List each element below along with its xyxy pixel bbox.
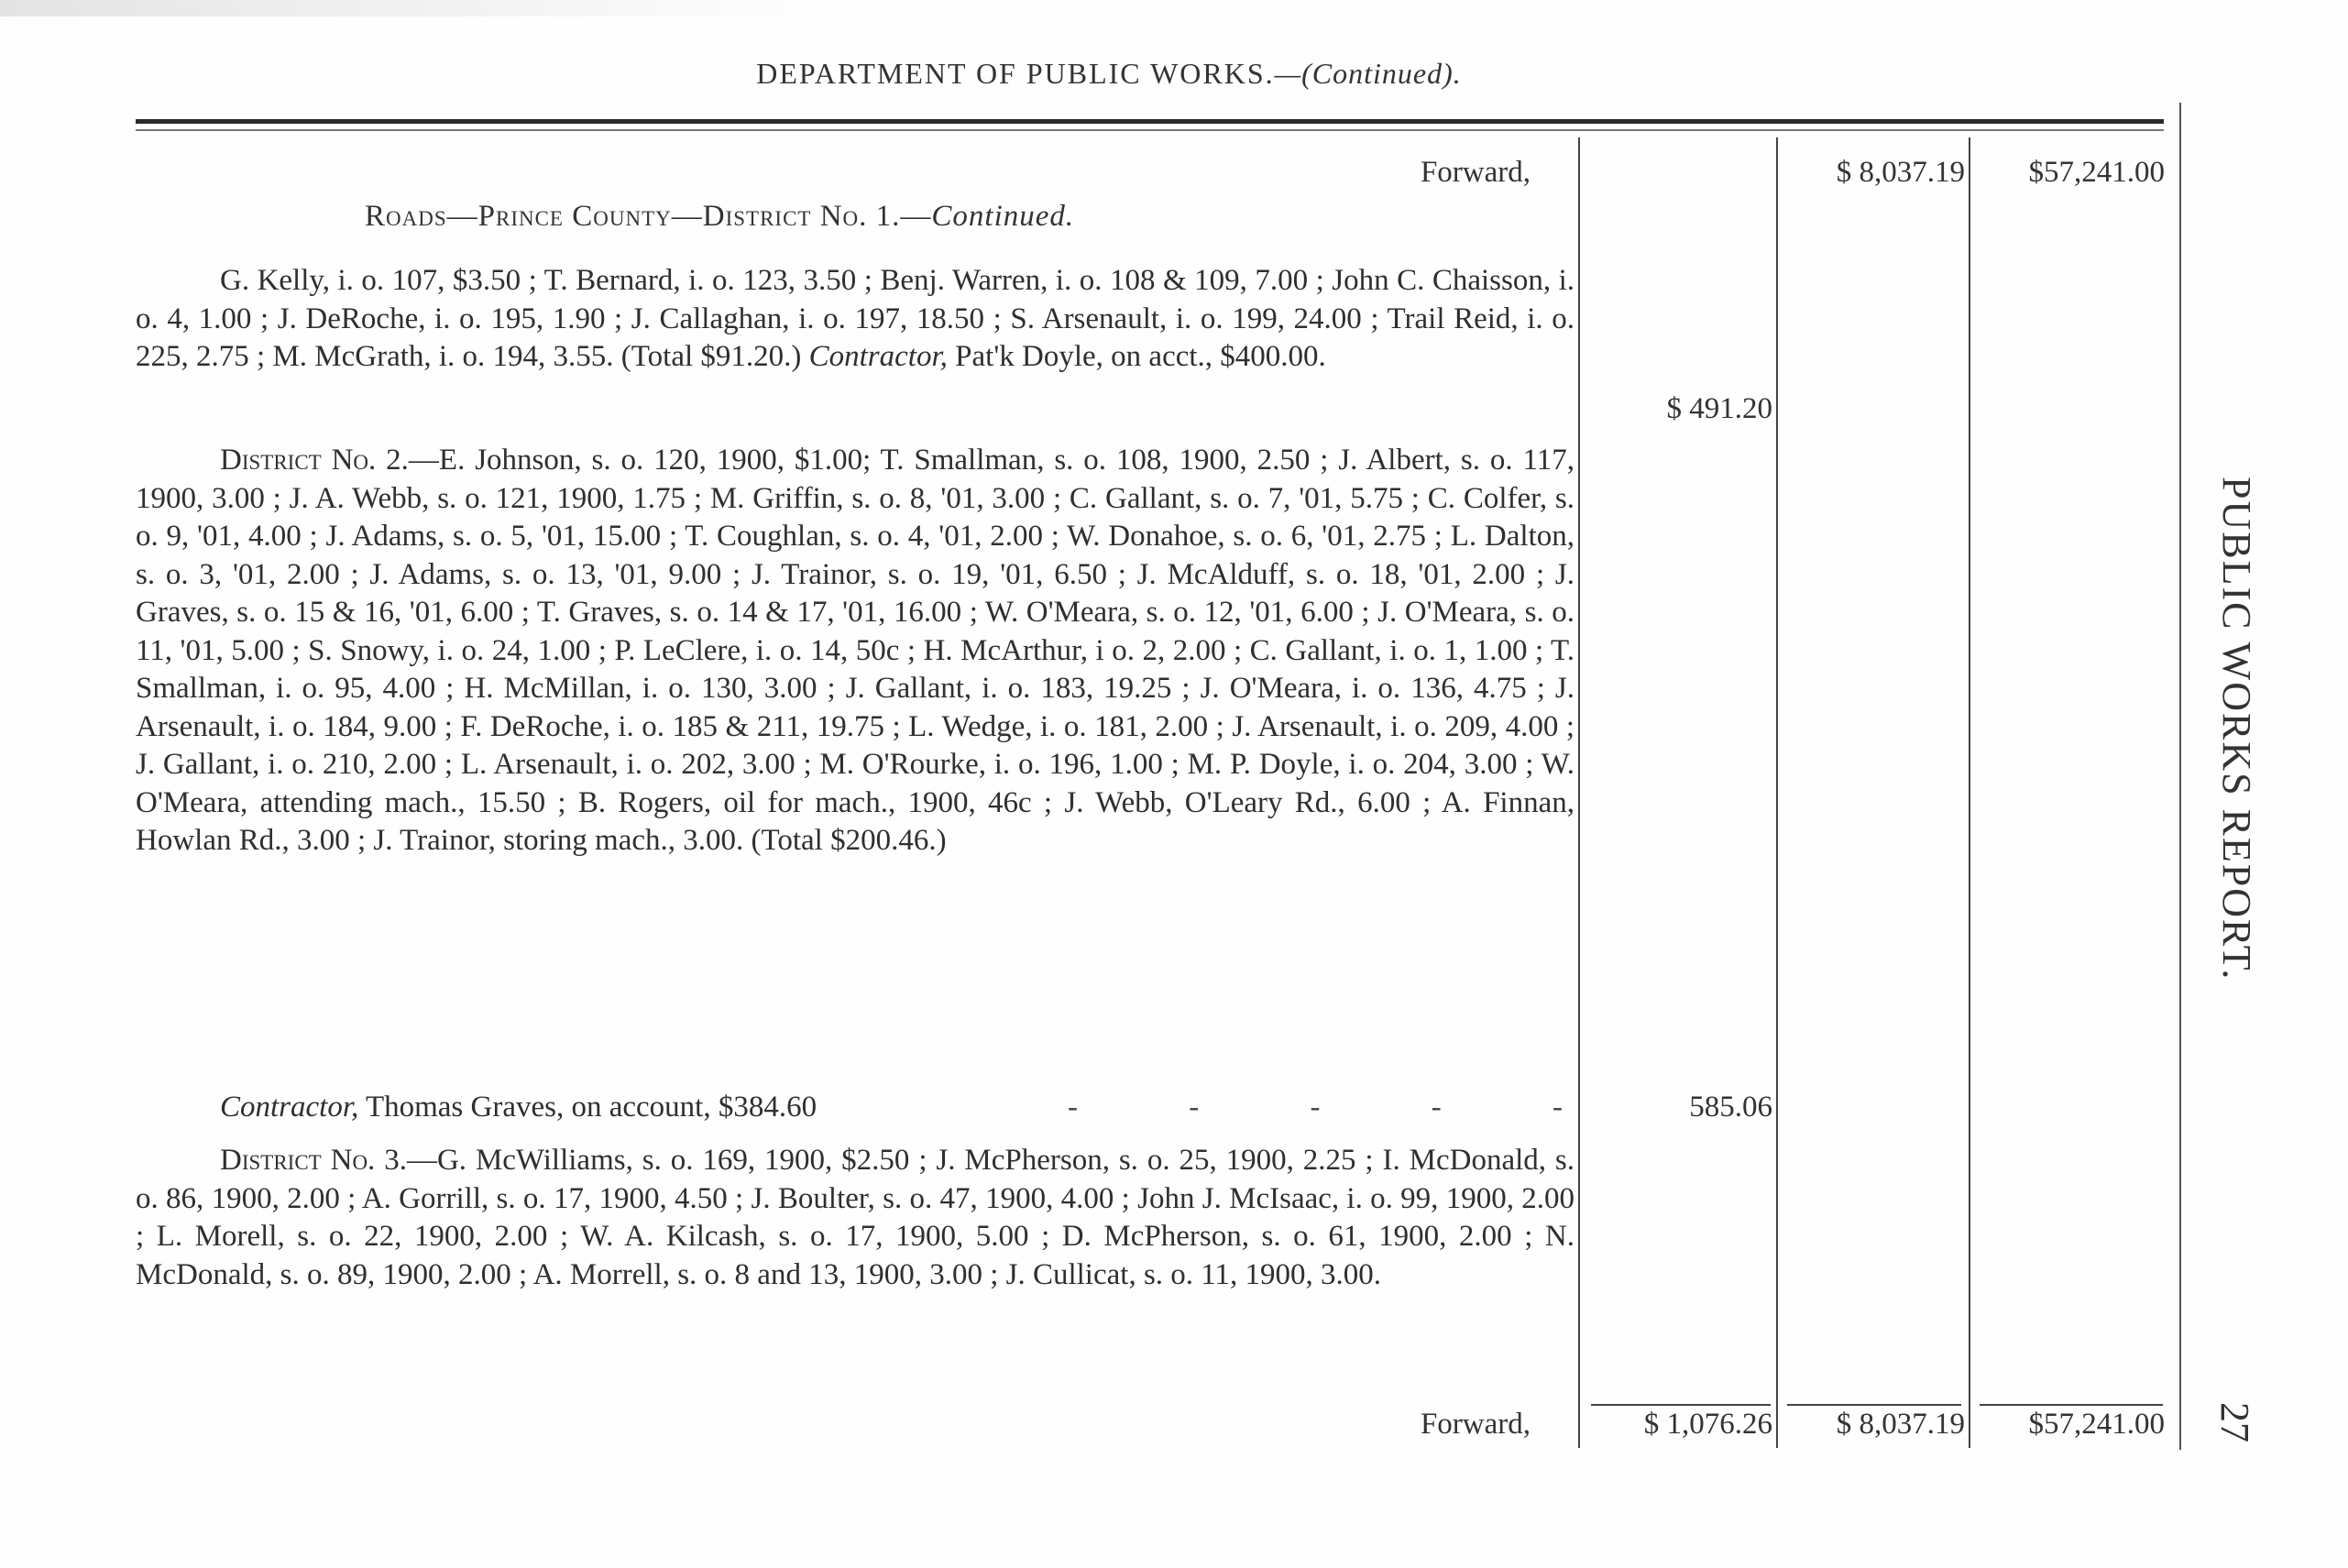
district-3-text: —G. McWilliams, s. o. 169, 1900, $2.50 ; J. McPherson, s. o. 25, 1900, 2.25 ; I. McDonald, s. o. 86, 1900, 2.00 ; A. Gorrill, s. o. 17, 1900, 4.50 ; J. Boulter, s. o. 47, 1900, 4.00 ; John J. McIsaac, i. o. 99, 1900, 2.00 ; L. Morell, s. o. 22, 1900, 2.00 ; W. A. Kilcash, s. o. 17, 1900, 5.00 ; D. McPherson, s. o. 61, 1900, 2.00 ; N. McDonald, s. o. 89, 1900, 2.00 ; A. Morrell, s. o. 8 and 13, 1900, 3.00 ; J. Cullicat, s. o. 11, 1900, 3.00. [136,1144,1574,1291]
forward-top-col2: $ 8,037.19 [1836,156,1965,189]
forward-label-top: Forward, [1420,156,1531,189]
column-divider-2 [1776,137,1778,1448]
leader-dash: - [1310,1091,1321,1124]
district-2-contractor-label: Contractor, [220,1091,359,1124]
district-2-contractor-line [220,1091,817,1124]
district-2-paragraph [136,442,1574,861]
leader-dashes [1068,1091,1563,1124]
district-1-text: G. Kelly, i. o. 107, $3.50 ; T. Bernard, i. o. 123, 3.50 ; Benj. Warren, i. o. 108 & 109, 7.00 ; John C. Chaisson, i. o. 4, 1.00 ; J. DeRoche, i. o. 195, 1.90 ; J. Callaghan, i. o. 197, 18.50 ; S. Arsenault, i. o. 199, 24.00 ; Trail Reid, i. o. 225, 2.75 ; M. McGrath, i. o. 194, 3.55. (Total $91.20.) [136,264,1574,373]
district-2-label: District No. 2. [220,444,409,477]
district-1-contractor-text: Pat'k Doyle, on acct., $400.00. [955,340,1326,373]
district-2-text: —E. Johnson, s. o. 120, 1900, $1.00; T. Smallman, s. o. 108, 1900, 2.50 ; J. Albert, s. o. 117, 1900, 3.00 ; J. A. Webb, s. o. 121, 1900, 1.75 ; M. Griffin, s. o. 8, '01, 3.00 ; C. Gallant, s. o. 7, '01, 5.75 ; C. Colfer, s. o. 9, '01, 4.00 ; J. Adams, s. o. 5, '01, 15.00 ; T. Coughlan, s. o. 4, '01, 2.00 ; W. Donahoe, s. o. 6, '01, 2.75 ; L. Dalton, s. o. 3, '01, 2.00 ; J. Adams, s. o. 13, '01, 9.00 ; J. Trainor, s. o. 19, '01, 6.50 ; J. McAlduff, s. o. 18, '01, 2.00 ; J. Graves, s. o. 15 & 16, '01, 6.00 ; T. Graves, s. o. 14 & 17, '01, 16.00 ; W. O'Meara, s. o. 12, '01, 6.00 ; J. O'Meara, s. o. 11, '01, 5.00 ; S. Snowy, i. o. 24, 1.00 ; P. LeClere, i. o. 14, 50c ; H. McArthur, i o. 2, 2.00 ; C. Gallant, i. o. 1, 1.00 ; T. Smallman, i. o. 95, 4.00 ; H. McMillan, i. o. 130, 3.00 ; J. Gallant, i. o. 183, 19.25 ; J. O'Meara, i. o. 136, 4.75 ; J. Arsenault, i. o. 184, 9.00 ; F. DeRoche, i. o. 185 & 211, 19.75 ; L. Wedge, i. o. 181, 2.00 ; J. Arsenault, i. o. 209, 4.00 ; J. Gallant, i. o. 210, 2.00 ; L. Arsenault, i. o. 202, 3.00 ; M. O'Rourke, i. o. 196, 1.00 ; M. P. Doyle, i. o. 204, 3.00 ; W. O'Meara, attending mach., 15.50 ; B. Rogers, oil for mach., 1900, 46c ; J. Webb, O'Leary Rd., 6.00 ; A. Finnan, Howlan Rd., 3.00 ; J. Trainor, storing mach., 3.00. (Total $200.46.) [136,444,1574,857]
running-side-title: PUBLIC WORKS REPORT. [2214,477,2259,981]
leader-dash: - [1553,1091,1563,1124]
section-heading-text: Roads—Prince County—District No. 1.— [365,200,932,233]
section-heading [365,200,1074,234]
forward-bottom-col3: $57,241.00 [2028,1408,2165,1441]
leader-dash: - [1189,1091,1200,1124]
section-heading-continued: Continued. [931,200,1075,233]
leader-dash: - [1068,1091,1078,1124]
total-rule-col2 [1787,1404,1961,1406]
header-rule-thin [136,129,2164,131]
header-rule [136,119,2164,124]
column-divider-1 [1578,137,1580,1448]
page-number: 27 [2212,1402,2257,1442]
forward-label-bottom: Forward, [1420,1408,1531,1441]
district-2-amount: 585.06 [1689,1091,1772,1124]
district-3-paragraph [136,1142,1574,1294]
district-1-amount: $ 491.20 [1666,392,1772,425]
column-divider-3 [1969,137,1970,1448]
district-1-contractor-label: Contractor, [808,340,948,373]
district-2-contractor-text: Thomas Graves, on account, $384.60 [365,1091,817,1124]
page-header [513,57,1705,91]
scan-artifact [0,0,825,16]
column-divider-outer [2179,103,2181,1450]
forward-top-col3: $57,241.00 [2028,156,2165,189]
header-title-suffix: —(Continued). [1274,57,1462,90]
header-title: DEPARTMENT OF PUBLIC WORKS. [756,57,1275,90]
total-rule-col1 [1591,1404,1771,1406]
district-3-label: District No. 3. [220,1144,407,1177]
district-1-paragraph [136,262,1574,377]
forward-bottom-col2: $ 8,037.19 [1836,1408,1965,1441]
leader-dash: - [1431,1091,1442,1124]
total-rule-col3 [1980,1404,2163,1406]
forward-bottom-col1: $ 1,076.26 [1643,1408,1772,1441]
